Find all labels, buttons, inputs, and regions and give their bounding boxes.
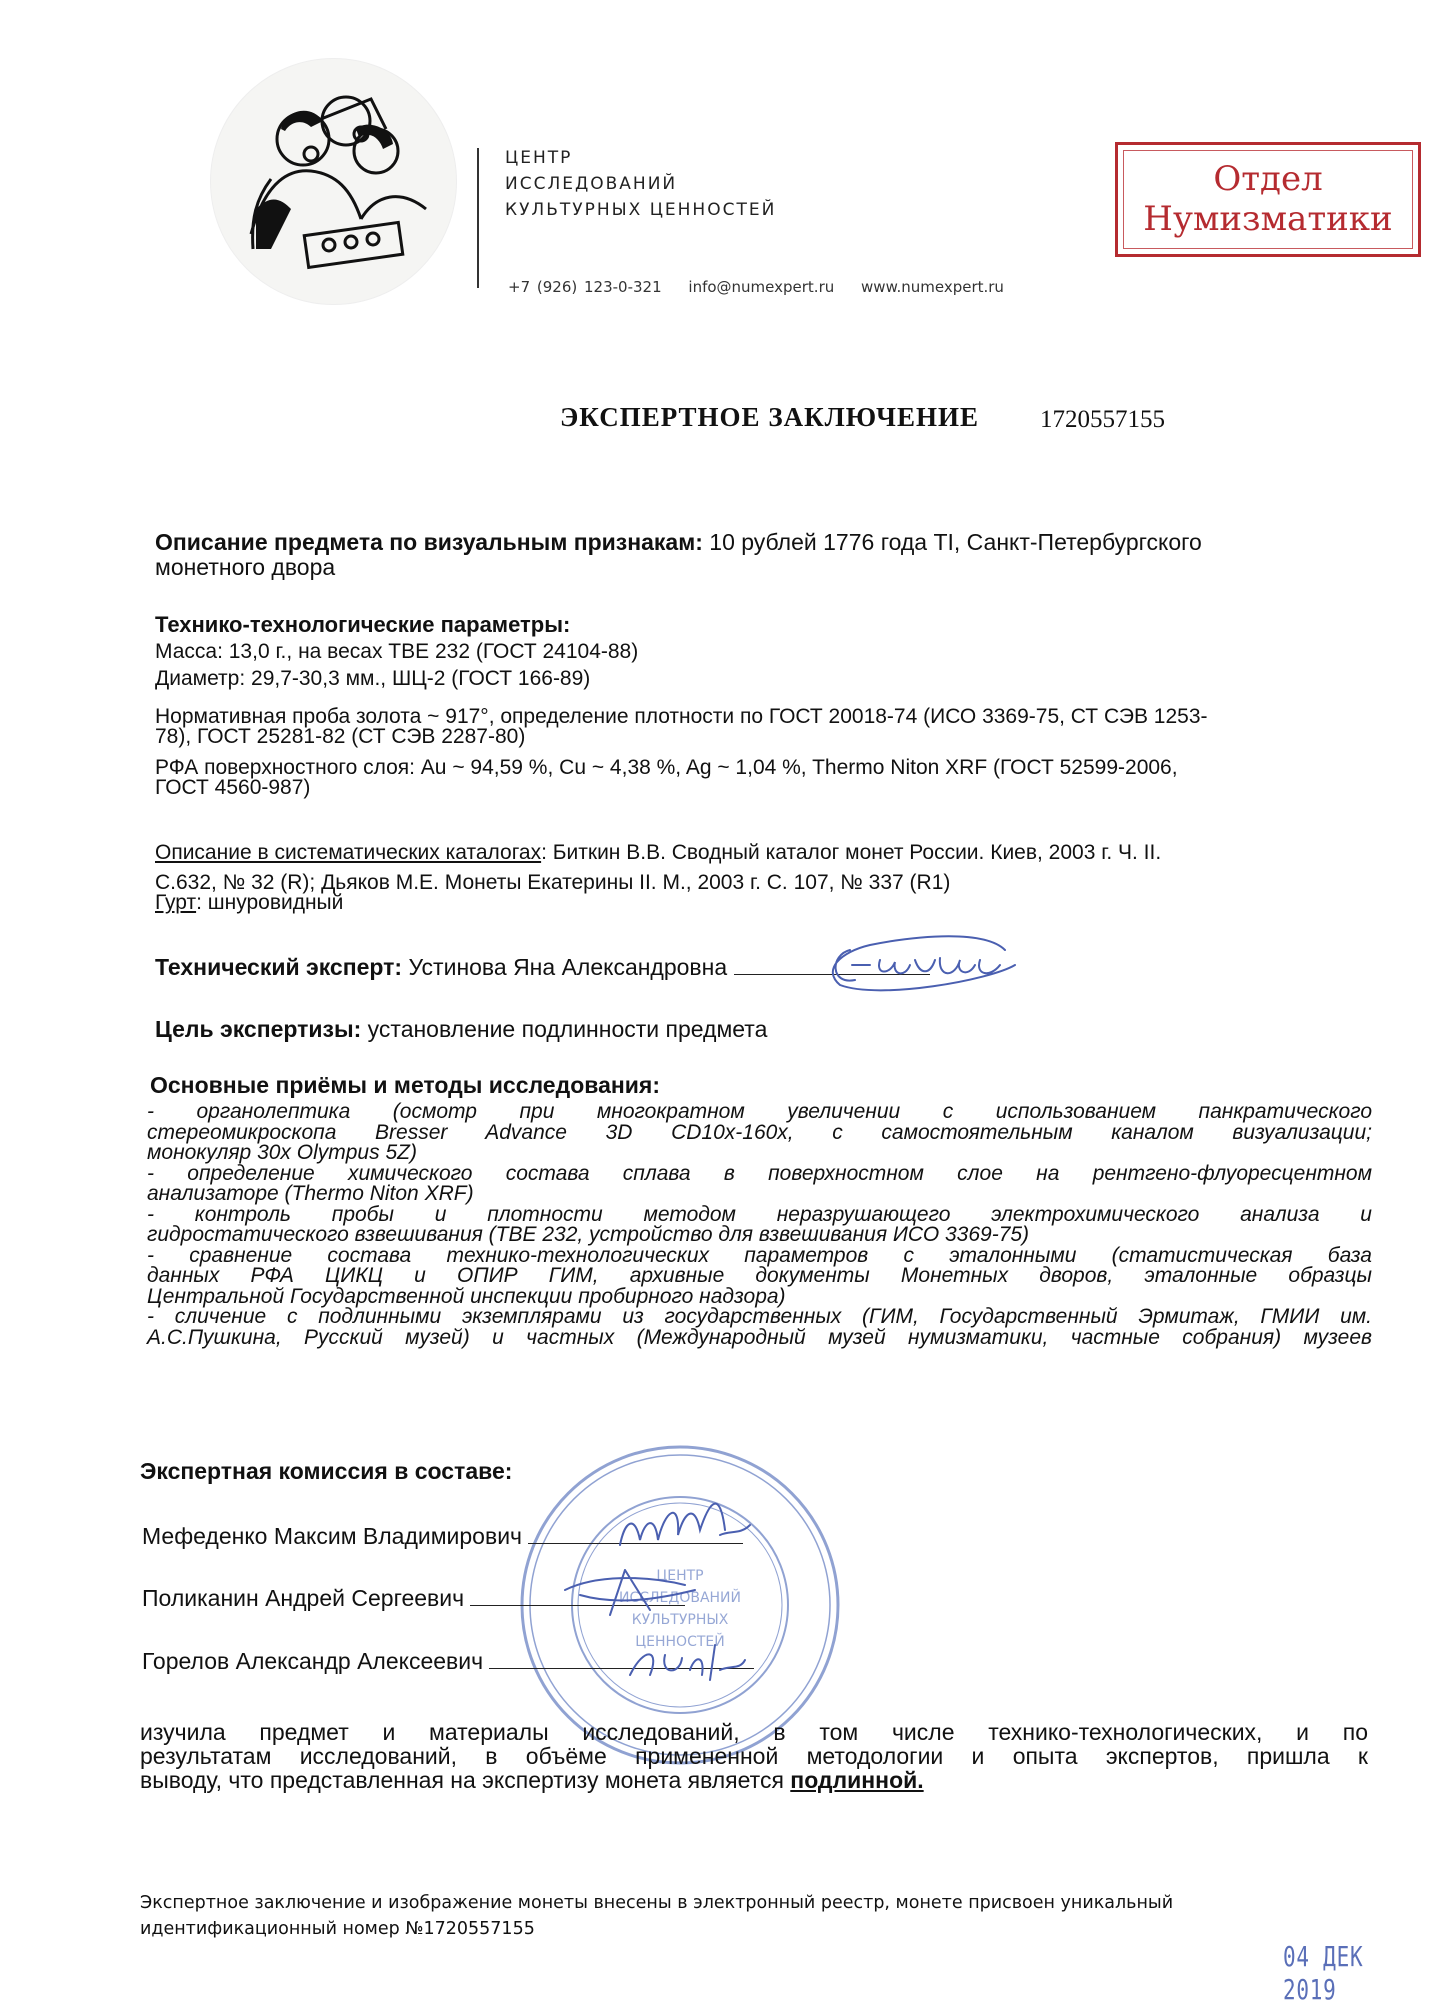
tech-params-heading: Технико-технологические параметры:	[155, 612, 571, 637]
catalogs-line-1	[155, 842, 1161, 864]
tech-param-fineness: Нормативная проба золота ~ 917°, определение плотности по ГОСТ 20018-74 (ИСО 3369-75, СТ СЭВ 1253-	[155, 705, 1208, 728]
tech-expert-name: Устинова Яна Александровна	[408, 954, 728, 980]
tech-param-diameter: Диаметр: 29,7-30,3 мм., ШЦ-2 (ГОСТ 166-89)	[155, 667, 591, 690]
methods-heading: Основные приёмы и методы исследования:	[150, 1072, 660, 1098]
method-line: - сличение с подлинными экземплярами из государственных (ГИМ, Государственный Эрмитаж, ГМИИ им.	[147, 1305, 1372, 1328]
catalogs-value: : Биткин В.В. Сводный каталог монет России. Киев, 2003 г. Ч. II.	[541, 841, 1162, 864]
conclusion	[140, 1720, 1368, 1792]
department-stamp-line-1: Отдел	[1213, 159, 1323, 199]
tech-param-xrf-cont: ГОСТ 4560-987)	[155, 776, 311, 799]
svg-text:ИССЛЕДОВАНИЙ: ИССЛЕДОВАНИЙ	[618, 1590, 742, 1606]
department-stamp	[1115, 142, 1421, 257]
org-name-line-2: ИССЛЕДОВАНИЙ	[505, 174, 678, 194]
method-line: - контроль пробы и плотности методом неразрушающего электрохимического анализа и	[147, 1202, 1372, 1226]
conclusion-prefix: выводу, что представленная на экспертизу монета является	[140, 1767, 791, 1793]
purpose-value: установление подлинности предмета	[367, 1016, 768, 1042]
description-label: Описание предмета по визуальным признакам:	[155, 529, 703, 555]
commission-heading: Экспертная комиссия в составе:	[140, 1458, 513, 1484]
description-value: 10 рублей 1776 года TI, Санкт-Петербургского	[709, 529, 1202, 555]
method-line: монокуляр 30x Olympus 5Z)	[147, 1141, 417, 1164]
edge-line	[155, 892, 343, 914]
method-line: анализаторе (Thermo Niton XRF)	[147, 1182, 474, 1205]
department-stamp-line-2: Нумизматики	[1143, 199, 1393, 239]
date-stamp: 04 ДЕК 2019	[1283, 1940, 1364, 2006]
email: info@numexpert.ru	[688, 278, 835, 296]
svg-text:ЦЕНТР: ЦЕНТР	[656, 1568, 704, 1584]
tech-param-mass: Масса: 13,0 г., на весах ТВЕ 232 (ГОСТ 24104-88)	[155, 640, 639, 663]
conclusion-line-3	[140, 1768, 1368, 1792]
method-line: А.С.Пушкина, Русский музей) и частных (Международный музей нумизматики, частные собрания) музеев	[147, 1325, 1372, 1349]
member-name: Горелов Александр Алексеевич	[142, 1648, 484, 1674]
description-line-2: монетного двора	[155, 554, 336, 580]
purpose-line	[155, 1018, 767, 1040]
method-line: - органолептика (осмотр при многократном увеличении с использованием панкратического	[147, 1100, 1372, 1123]
tech-param-xrf: РФА поверхностного слоя: Au ~ 94,59 %, Cu ~ 4,38 %, Ag ~ 1,04 %, Thermo Niton XRF (ГОСТ 52599-2006,	[155, 756, 1178, 779]
header-divider	[477, 148, 479, 288]
contacts	[508, 278, 1024, 296]
svg-text:КУЛЬТУРНЫХ: КУЛЬТУРНЫХ	[631, 1612, 729, 1628]
edge-label: Гурт	[155, 891, 197, 914]
org-name-line-1: ЦЕНТР	[505, 148, 573, 168]
phone: +7 (926) 123-0-321	[508, 278, 662, 296]
member-1-signature	[600, 1490, 760, 1560]
tech-expert-signature	[810, 930, 1040, 1000]
purpose-label: Цель экспертизы:	[155, 1016, 362, 1042]
method-line: Центральной Государственной инспекции пробирного надзора)	[147, 1284, 786, 1308]
conclusion-line-2: результатам исследований, в объёме примененной методологии и опыта экспертов, пришла к	[140, 1743, 1368, 1769]
registry-note-line-1: Экспертное заключение и изображение монеты внесены в электронный реестр, монете присвоен уникальный	[140, 1893, 1174, 1913]
edge-value: : шнуровидный	[196, 891, 344, 914]
description-line-1	[155, 531, 1202, 553]
method-line: гидростатического взвешивания (ТВЕ 232, устройство для взвешивания ИСО 3369-75)	[147, 1223, 1030, 1246]
tech-param-fineness-cont: 78), ГОСТ 25281-82 (СТ СЭВ 2287-80)	[155, 725, 526, 748]
method-line: стереомикроскопа Bresser Advance 3D CD10x-160x, с самостоятельным каналом визуализации;	[147, 1120, 1372, 1144]
verdict: подлинной.	[790, 1767, 924, 1793]
member-2-signature	[555, 1560, 715, 1620]
logo	[210, 58, 457, 305]
website: www.numexpert.ru	[861, 278, 1004, 296]
tech-expert-label: Технический эксперт:	[155, 954, 403, 980]
org-name-line-3: КУЛЬТУРНЫХ ЦЕННОСТЕЙ	[505, 200, 777, 220]
document-number: 1720557155	[1040, 406, 1165, 433]
method-line: - определение химического состава сплава в поверхностном слое на рентгено-флуоресцентном	[147, 1161, 1372, 1185]
document-title: ЭКСПЕРТНОЕ ЗАКЛЮЧЕНИЕ	[560, 402, 979, 432]
method-line: - сравнение состава технико-технологических параметров с эталонными (статистическая база	[147, 1243, 1372, 1267]
member-3-signature	[620, 1630, 760, 1690]
conclusion-line-1: изучила предмет и материалы исследований, в том числе технико-технологических, и по	[140, 1719, 1368, 1745]
catalogs-line-2: С.632, № 32 (R); Дьяков М.Е. Монеты Екатерины II. М., 2003 г. С. 107, № 337 (R1)	[155, 871, 951, 894]
svg-text:ЦЕННОСТЕЙ: ЦЕННОСТЕЙ	[635, 1634, 725, 1650]
experts-illustration	[211, 59, 456, 304]
member-name: Поликанин Андрей Сергеевич	[142, 1585, 465, 1611]
catalogs-label: Описание в систематических каталогах	[155, 841, 542, 864]
methods-list	[147, 1102, 1372, 1348]
member-name: Мефеденко Максим Владимирович	[142, 1523, 523, 1549]
registry-note-line-2: идентификационный номер №1720557155	[140, 1919, 535, 1939]
method-line: данных РФА ЦИКЦ и ОПИР ГИМ, архивные документы Монетных дворов, эталонные образцы	[147, 1264, 1372, 1287]
